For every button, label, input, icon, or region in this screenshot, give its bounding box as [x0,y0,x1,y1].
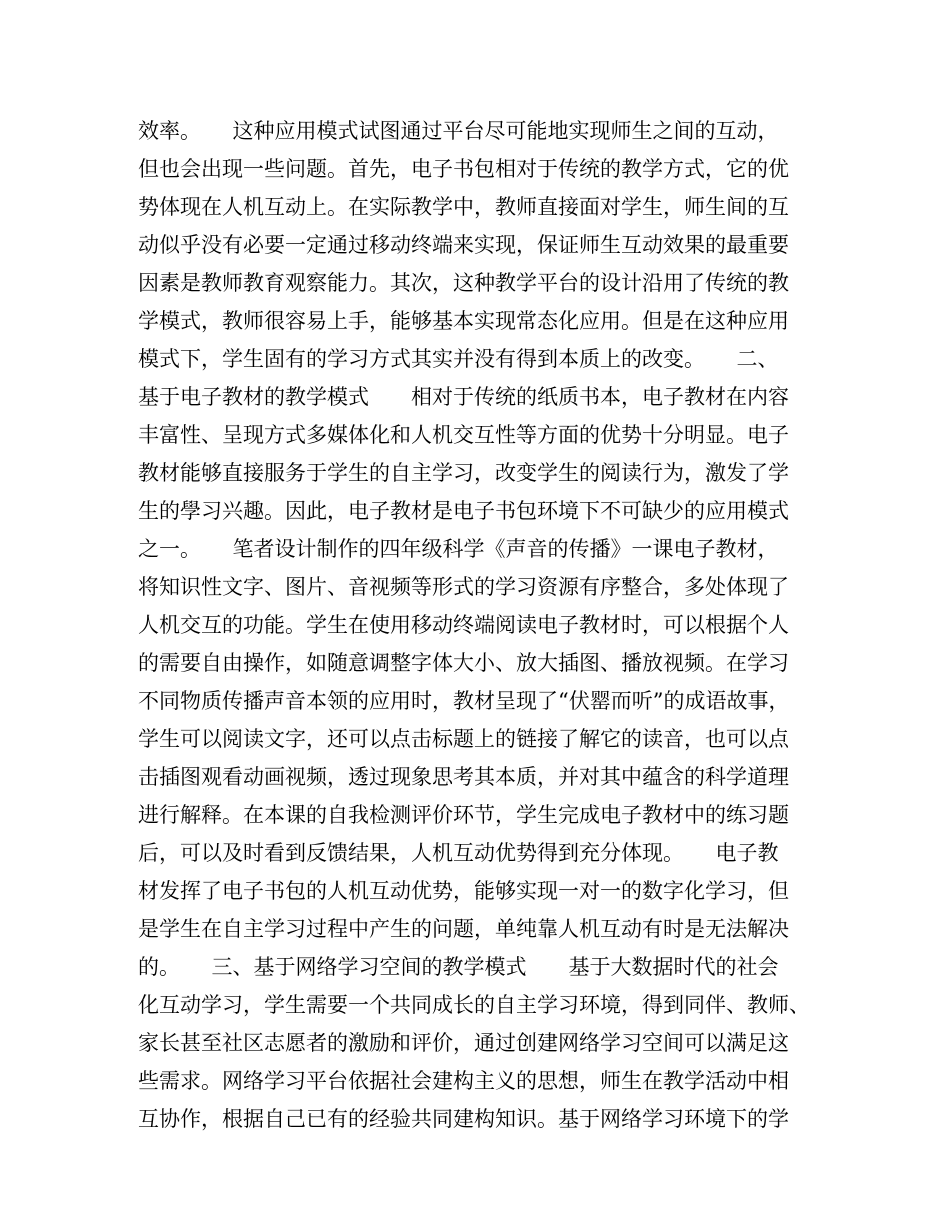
text-line: 的。 三、基于网络学习空间的教学模式 基于大数据时代的社会 [138,955,779,979]
text-line: 丰富性、呈现方式多媒体化和人机交互性等方面的优势十分明显。电子 [138,423,789,447]
body-text [138,112,828,1138]
text-line: 效率。 这种应用模式试图通过平台尽可能地实现师生之间的互动， [138,119,779,143]
text-line: 学模式，教师很容易上手，能够基本实现常态化应用。但是在这种应用 [138,309,789,333]
text-line: 将知识性文字、图片、音视频等形式的学习资源有序整合，多处体现了 [138,575,789,599]
text-line: 因素是教师教育观察能力。其次，这种教学平台的设计沿用了传统的教 [138,271,789,295]
text-line: 是学生在自主学习过程中产生的问题，单纯靠人机互动有时是无法解决 [138,917,789,941]
text-line: 基于电子教材的教学模式 相对于传统的纸质书本，电子教材在内容 [138,385,789,409]
text-line: 但也会出现一些问题。首先，电子书包相对于传统的教学方式，它的优 [138,157,789,181]
text-line: 互协作，根据自己已有的经验共同建构知识。基于网络学习环境下的学 [138,1107,789,1131]
text-line: 势体现在人机互动上。在实际教学中，教师直接面对学生，师生间的互 [138,195,789,219]
text-line: 生的學习兴趣。因此，电子教材是电子书包环境下不可缺少的应用模式 [138,499,789,523]
text-line: 进行解释。在本课的自我检测评价环节，学生完成电子教材中的练习题 [138,803,789,827]
text-line: 模式下，学生固有的学习方式其实并没有得到本质上的改变。 二、 [138,347,779,371]
text-line: 材发挥了电子书包的人机互动优势，能够实现一对一的数字化学习，但 [138,879,789,903]
text-line: 动似乎没有必要一定通过移动终端来实现，保证师生互动效果的最重要 [138,233,789,257]
text-line: 之一。 笔者设计制作的四年级科学《声音的传播》一课电子教材， [138,537,779,561]
text-line: 些需求。网络学习平台依据社会建构主义的思想，师生在教学活动中相 [138,1069,789,1093]
text-line: 学生可以阅读文字，还可以点击标题上的链接了解它的读音，也可以点 [138,727,789,751]
text-line: 击插图观看动画视频，透过现象思考其本质，并对其中蕴含的科学道理 [138,765,789,789]
text-line: 人机交互的功能。学生在使用移动终端阅读电子教材时，可以根据个人 [138,613,789,637]
text-line: 的需要自由操作，如随意调整字体大小、放大插图、播放视频。在学习 [138,651,789,675]
text-line: 后，可以及时看到反馈结果，人机互动优势得到充分体现。 电子教 [138,841,779,865]
text-line: 家长甚至社区志愿者的激励和评价，通过创建网络学习空间可以满足这 [138,1031,789,1055]
text-line: 教材能够直接服务于学生的自主学习，改变学生的阅读行为，激发了学 [138,461,789,485]
text-line: 不同物质传播声音本领的应用时，教材呈现了“伏罂而听”的成语故事， [138,689,790,713]
text-line: 化互动学习，学生需要一个共同成长的自主学习环境，得到同伴、教师、 [138,993,810,1017]
